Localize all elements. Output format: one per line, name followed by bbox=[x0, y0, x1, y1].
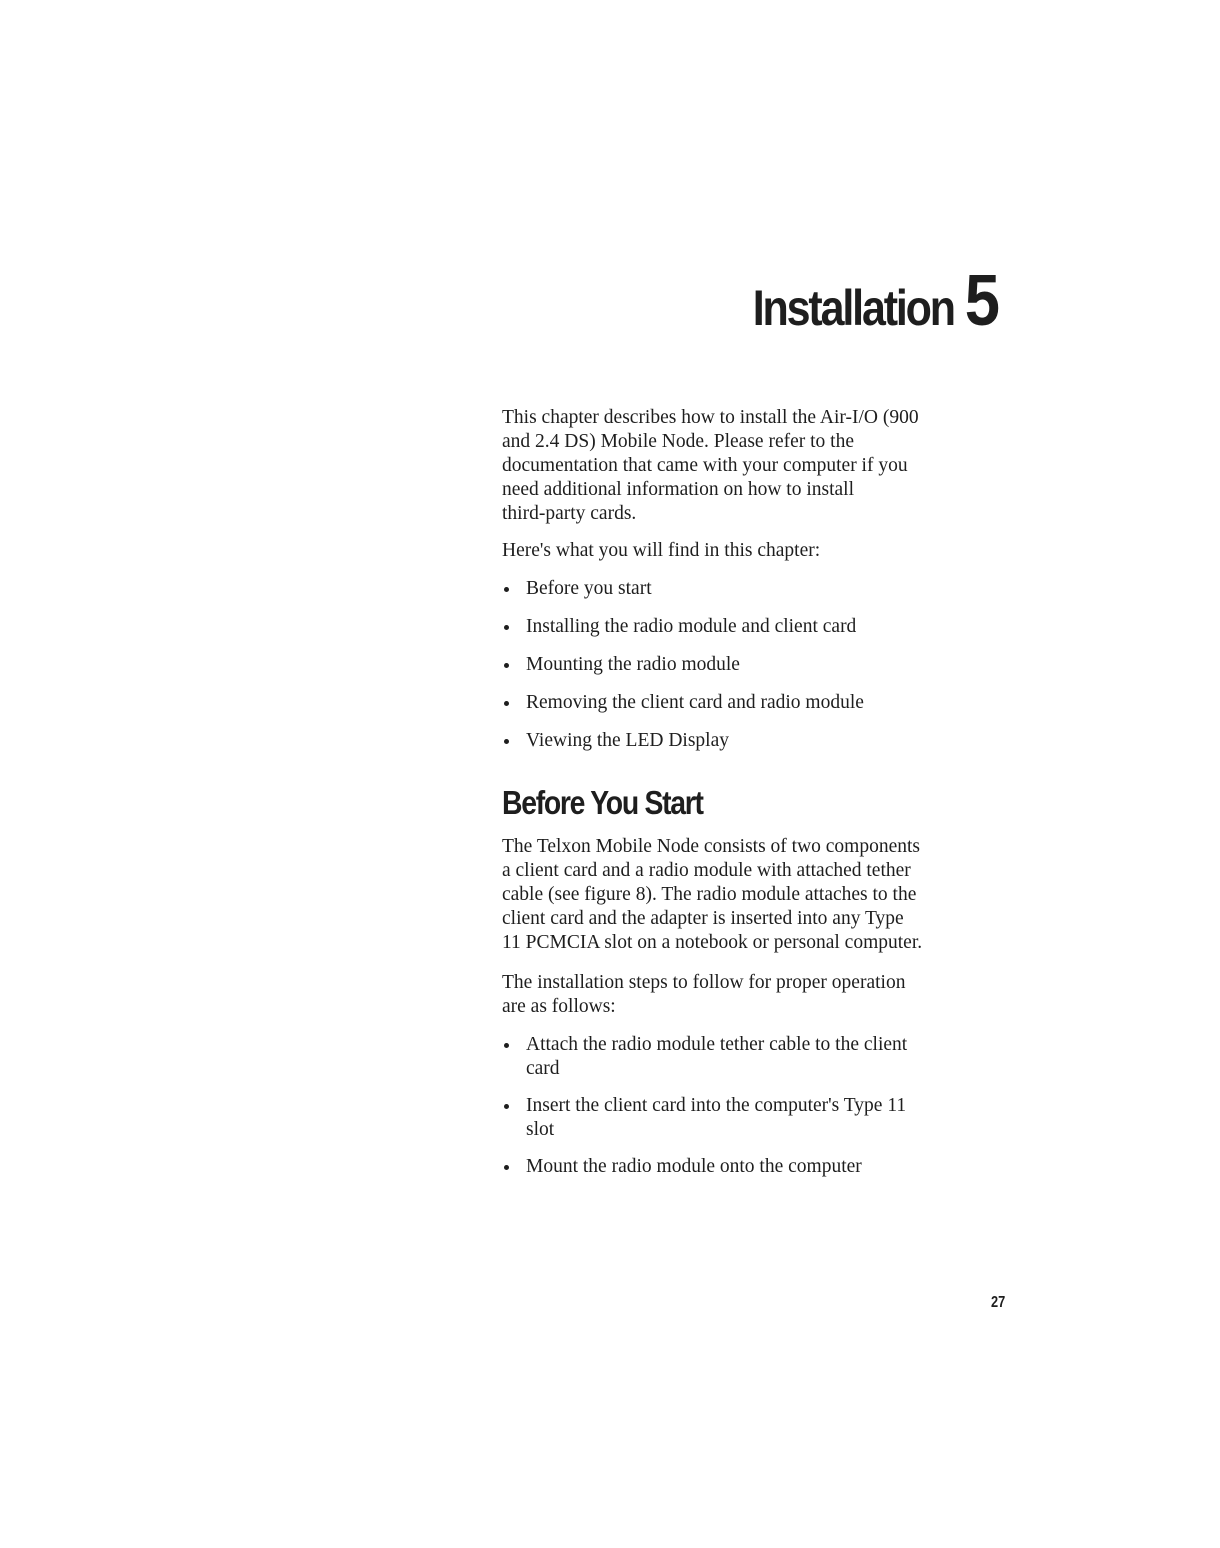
section-paragraph bbox=[502, 835, 1002, 955]
section-heading: Before You Start bbox=[502, 784, 703, 821]
step-line: Insert the client card into the computer's Type 11 bbox=[526, 1095, 907, 1116]
page-number: 27 bbox=[991, 1294, 1006, 1311]
step-line: Mount the radio module onto the computer bbox=[526, 1156, 862, 1177]
step-line: card bbox=[526, 1058, 560, 1079]
topic-item: Installing the radio module and client card bbox=[502, 615, 1002, 639]
step-item bbox=[502, 1155, 1002, 1179]
chapter-number: 5 bbox=[964, 261, 1000, 341]
intro-line: documentation that came with your computer if you bbox=[502, 455, 908, 476]
intro-line: third-party cards. bbox=[502, 503, 637, 524]
steps-list bbox=[502, 1033, 1002, 1179]
step-line: slot bbox=[526, 1119, 555, 1140]
topics-lead: Here's what you will find in this chapter: bbox=[502, 540, 821, 561]
section-line: a client card and a radio module with attached tether bbox=[502, 860, 911, 881]
main-content bbox=[502, 406, 1002, 1179]
steps-lead-line: are as follows: bbox=[502, 996, 616, 1017]
intro-line: need additional information on how to install bbox=[502, 479, 855, 500]
intro-line: and 2.4 DS) Mobile Node. Please refer to the bbox=[502, 431, 854, 452]
topic-item: Removing the client card and radio module bbox=[502, 691, 1002, 715]
section-line: client card and the adapter is inserted into any Type bbox=[502, 908, 904, 929]
section-line: cable (see figure 8). The radio module attaches to the bbox=[502, 884, 917, 905]
section-line: 11 PCMCIA slot on a notebook or personal computer. bbox=[502, 932, 923, 953]
step-item bbox=[502, 1094, 1002, 1142]
chapter-title: Installation bbox=[752, 280, 954, 337]
topic-item: Mounting the radio module bbox=[502, 653, 1002, 677]
topic-item: Before you start bbox=[502, 577, 1002, 601]
chapter-header bbox=[720, 261, 1000, 341]
step-line: Attach the radio module tether cable to the client bbox=[526, 1034, 908, 1055]
topic-item: Viewing the LED Display bbox=[502, 729, 1002, 753]
step-item bbox=[502, 1033, 1002, 1081]
topics-list bbox=[502, 577, 1002, 753]
section-line: The Telxon Mobile Node consists of two components bbox=[502, 836, 921, 857]
intro-paragraph bbox=[502, 406, 1002, 526]
steps-lead-line: The installation steps to follow for proper operation bbox=[502, 972, 906, 993]
intro-line: This chapter describes how to install the Air-I/O (900 bbox=[502, 407, 919, 428]
steps-lead bbox=[502, 971, 1002, 1019]
